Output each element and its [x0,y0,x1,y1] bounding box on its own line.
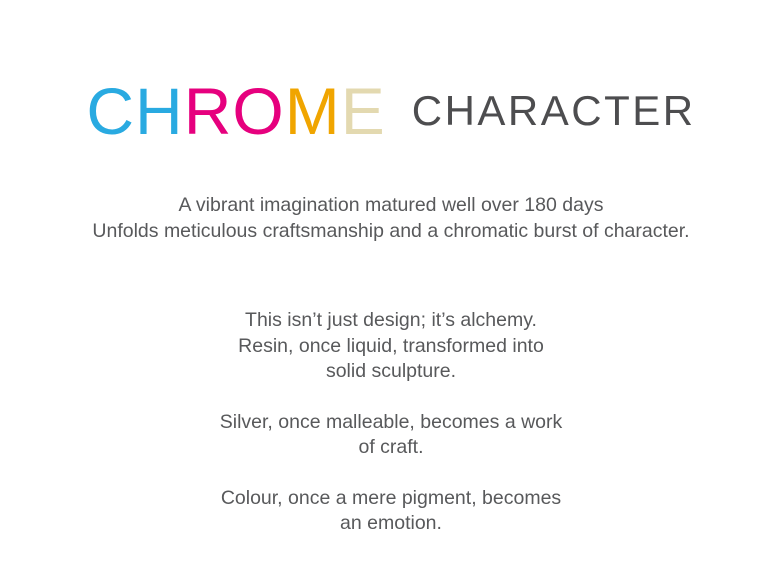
subtitle-line-2: Unfolds meticulous craftsmanship and a chromatic burst of character. [92,220,690,242]
body-paragraph-3 [0,486,782,537]
wordmark-segment-e: E [340,74,386,148]
body-p2-line-1: Silver, once malleable, becomes a work [219,410,563,433]
wordmark-segment-ro: RO [183,74,285,148]
body-p1-line-3: solid sculpture. [325,360,457,382]
subtitle-line-1: A vibrant imagination matured well over 180 days [178,194,604,216]
body-p1-line-1: This isn’t just design; it’s alchemy. [245,309,537,331]
body-p3-line-1: Colour, once a mere pigment, becomes [220,486,562,509]
body-p3-line-2: an emotion. [340,512,442,534]
title-row [0,74,782,148]
body-block [0,308,782,537]
subtitle-block [0,192,782,244]
wordmark-segment-m: M [284,74,341,148]
body-p1-line-2: Resin, once liquid, transformed into [238,334,544,357]
body-p2-line-2: of craft. [358,436,424,458]
page-title: CHARACTER [411,87,696,134]
body-paragraph-1 [0,308,782,385]
brand-wordmark [86,74,385,148]
wordmark-segment-ch: CH [86,74,184,148]
body-paragraph-2 [0,410,782,461]
